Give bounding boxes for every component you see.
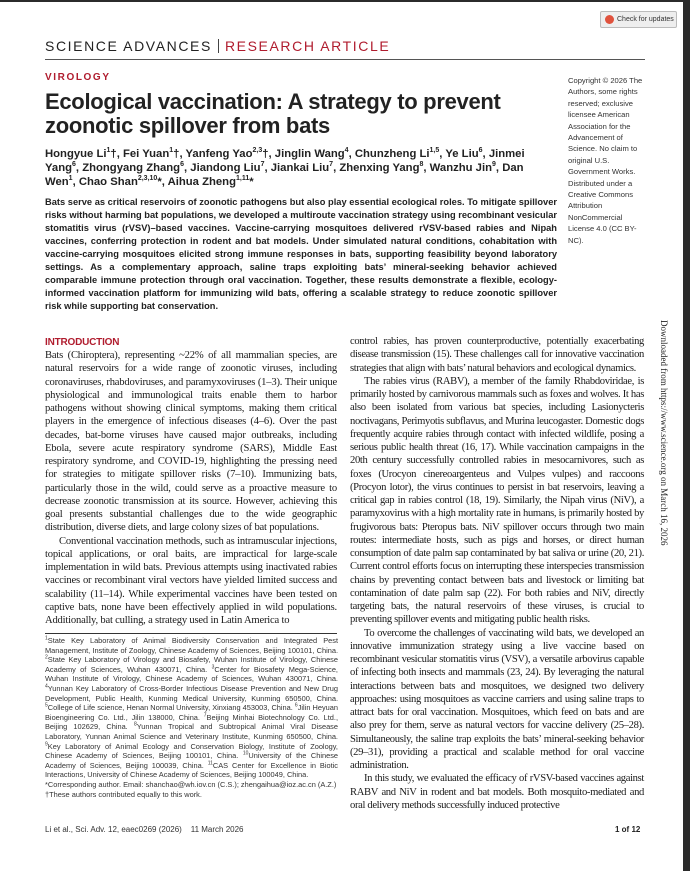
author: Chunzheng Li$^{1,5}$, (354, 147, 446, 160)
citation-footer (45, 825, 244, 834)
affiliation-list (45, 636, 338, 780)
author: Wanzhu Jin$^9$, (429, 161, 503, 174)
journal-header (45, 38, 390, 54)
right-column (350, 335, 644, 812)
affiliations (45, 636, 338, 799)
affiliation: $^3$Center for Biosafety Mega-Science, Wuhan Institute of Virology, Chinese Academy of Sciences, Wuhan 430071, China. (45, 664, 338, 684)
article-title: Ecological vaccination: A strategy to prevent zoonotic spillover from bats (45, 89, 501, 138)
author: Jiankai Liu$^7$, (270, 161, 340, 174)
publication-date: 11 March 2026 (190, 825, 244, 834)
author: Zhongyang Zhang$^6$, (82, 161, 191, 174)
author: Fei Yuan$^1$†, (122, 147, 186, 160)
header-separator (218, 39, 219, 53)
affiliation: $^7$Beijing Minhai Biotechnology Co. Ltd., Beijing 102629, China. (45, 712, 338, 732)
author: Aihua Zheng$^{1,11}$* (167, 175, 254, 188)
abstract: Bats serve as critical reservoirs of zoonotic pathogens but also play essential ecological roles. To mitigate spillover risks without harming bat populations, we developed a multiroute vaccination strategy using recombinant vesicular stomatitis virus (rVSV)–based vaccines. Vaccine-carrying mosquitoes delivered rVSV-based rabies and Nipah vaccines, conferring protection in rodent and bat models. Under simulated natural conditions, cohabitation with vaccine-carrying mosquitoes elicited strong immune responses in bats, supporting feasibility beyond laboratory settings. As a complementary approach, saline traps exploiting bats’ mineral-seeking behavior achieved comparable immune protection through oral vaccination. Together, these results demonstrate a flexible, ecology-informed vaccination platform for immunizing wild bats, offering a scalable strategy to reduce zoonotic spillover risk while supporting bat conservation. (45, 197, 557, 311)
author: Jinmei Yang$^6$, (45, 148, 525, 174)
paragraph: The rabies virus (RABV), a member of the family Rhabdoviridae, is primarily hosted by carnivorous mammals such as foxes and wolves. It has also been isolated from various bat species, including Lasionycteris noctivagans, Perimyotis subflavus, and Murina leucogaster. Domestic dogs frequently acquire rabies through contact with infected wildlife, posing a serious public health threat (16, 17). While vaccination campaigns in the 20th century successfully controlled rabies in mesocarnivores, such as foxes (Urocyon cinereoargenteus and Vulpes vulpes) and raccoons (Procyon lotor), the virus continues to persist in bat reservoirs, leaving a critical gap in rabies control (18, 19). Similarly, the Nipah virus (NiV), a paramyxovirus with a high mortality rate in humans, is primarily hosted by frugivorous bats: Pteropus bats. NiV spillover occurs through two main routes: intermediate hosts, such as pigs and horses, or direct human consumption of date palm sap contaminated by bat saliva or urine (20, 21). Current control efforts focus on interrupting these interspecies transmission chains by preventing contact between bats and livestock or limiting bat contamination of date palm sap (22). For both rabies and NiV, directly targeting bats, the natural reservoirs of these viruses, is crucial to preventing spillover events and mitigating public health risks. (350, 375, 644, 626)
affiliation: $^6$Jilin Heyuan Bioengineering Co. Ltd., Jilin 138000, China. (45, 702, 338, 722)
download-watermark: Downloaded from https://www.science.org on March 16, 2026 (659, 320, 669, 546)
equal-contribution-note: †These authors contributed equally to this work. (45, 789, 202, 799)
journal-name: SCIENCE ADVANCES (45, 38, 212, 54)
affiliation: $^1$State Key Laboratory of Animal Biodiversity Conservation and Integrated Pest Management, Institute of Zoology, Chinese Academy of Sciences, Beijing 100101, China. (45, 635, 338, 655)
affiliation: $^2$State Key Laboratory of Virology and Biosafety, Wuhan Institute of Virology, Chinese Academy of Sciences, Wuhan 430071, China. (45, 654, 338, 674)
author-list (45, 147, 557, 189)
introduction-heading: INTRODUCTION (45, 337, 120, 348)
author: Chao Shan$^{2,3,10}$*, (78, 175, 168, 188)
left-column (45, 336, 337, 627)
paragraph: control rabies, has proven counterproductive, potentially exacerbating disease transmission (15). These challenges call for innovative vaccination strategies that align with bats’ natural behaviors and ecological dynamics. (350, 336, 644, 374)
check-for-updates-button[interactable] (600, 11, 677, 28)
affiliation: $^4$Yunnan Key Laboratory of Cross-Border Infectious Disease Prevention and New Drug Development, Public Health, Kunming Medical University, Kunming 650500, China. (45, 683, 338, 703)
citation: Li et al., Sci. Adv. 12, eaec0269 (2026) (45, 825, 182, 834)
affiliation: $^{10}$University of the Chinese Academy of Sciences, Beijing 100039, China. (45, 750, 339, 770)
article-type: RESEARCH ARTICLE (224, 38, 391, 54)
author: Jiandong Liu$^7$, (190, 161, 271, 174)
author: Ye Liu$^6$, (445, 147, 489, 160)
affiliation: $^{11}$CAS Center for Excellence in Biotic Interactions, University of Chinese Academy of Sciences, Beijing 100049, China. (45, 760, 338, 780)
update-icon (605, 15, 614, 24)
page-number: 1 of 12 (615, 825, 641, 834)
corresponding-author: *Corresponding author. Email: shanchao@wh.iov.cn (C.S.); zhengaihua@ioz.ac.cn (A.Z.) (45, 779, 337, 789)
paragraph: Bats (Chiroptera), representing ~22% of all mammalian species, are natural reservoirs for a wide range of zoonotic viruses, including coronaviruses, rhabdoviruses, and paramyxoviruses (1–3). Their unique physiological and immunological traits enable them to harbor pathogens without showing clinical symptoms, making them critical players in the emergence of infectious diseases (4–6). Over the past decades, bat-borne viruses have caused major outbreaks, including Ebola, severe acute respiratory syndrome (SARS), Middle East respiratory syndrome, and COVID-19, highlighting the pressing need for strategies to mitigate spillover risks (7–10). Immunizing bats, particularly those in the wild, could serve as a proactive measure to decrease zoonotic transmission at its source. However, achieving this goal presents substantial challenges due to the wide geographic distribution, diverse diets, and large colony sizes of bat populations. (45, 350, 337, 534)
footnote-divider (45, 633, 337, 634)
paragraph: Conventional vaccination methods, such as intramuscular injections, topical applications, or oral baits, are impractical for large-scale implementation in wild bats. Previous attempts using inactivated rabies vaccines or recombinant viral vectors have yielded limited success and scalability (11–14). While experimental vaccines have been tested on captive bats, none have been effectively applied in wild populations. Additionally, bat culling, a strategy used in Latin America to (45, 535, 337, 626)
author: Hongyue Li$^1$†, (45, 147, 123, 160)
paragraph: In this study, we evaluated the efficacy of rVSV-based vaccines against RABV and NiV in rodent and bat models. Both mosquito-mediated and oral delivery methods successfully induced protective (350, 773, 644, 811)
paper-page (0, 2, 683, 871)
affiliation: $^5$College of Life science, Henan Normal University, Xinxiang 453003, China. (45, 702, 295, 713)
author: Dan Wen$^1$, (45, 162, 524, 188)
author: Yanfeng Yao$^{2,3}$†, (185, 147, 275, 160)
author: Zhenxing Yang$^8$, (339, 161, 430, 174)
affiliation: $^8$Yunnan Tropical and Subtropical Animal Viral Disease Laboratory, Yunnan Animal Science and Veterinary Institute, Kunming 650500, China. (45, 721, 338, 741)
header-divider (45, 59, 645, 60)
copyright-notice: Copyright © 2026 The Authors, some rights reserved; exclusive licensee American Association for the Advancement of Science. No claim to original U.S. Government Works. Distributed under a Creative Commons Attribution NonCommercial License 4.0 (CC BY-NC). (568, 76, 643, 245)
affiliation: $^9$Key Laboratory of Animal Ecology and Conservation Biology, Institute of Zoology, Chinese Academy of Sciences, Beijing 100101, China. (45, 741, 338, 761)
check-for-updates-label: Check for updates (617, 16, 674, 23)
author: Jinglin Wang$^4$, (274, 147, 355, 160)
paragraph: To overcome the challenges of vaccinating wild bats, we developed an innovative immunization strategy using a live vaccine based on recombinant vesicular stomatitis virus (VSV), a versatile arbovirus capable of infecting both insects and mammals (23, 24). By leveraging the natural interactions between bats and mosquitoes, we designed two delivery approaches: using mosquitoes as vaccine carriers and using saline traps to attract bats for oral vaccination. Mosquitoes, which feed on bats and are also prey for them, serve as natural vectors for vaccine delivery (25–28). Simultaneously, the saline trap exploits the bats’ mineral-seeking behavior (29–31), providing a practical and scalable method for oral vaccine administration. (350, 627, 644, 771)
section-label: VIROLOGY (45, 72, 111, 83)
